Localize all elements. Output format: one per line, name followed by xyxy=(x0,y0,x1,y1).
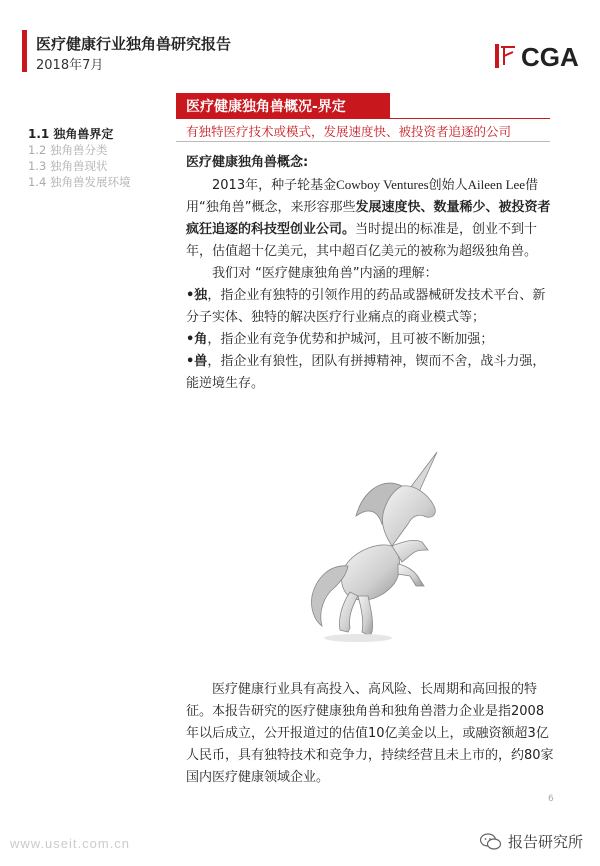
report-date: 2018年7月 xyxy=(36,58,104,73)
section-divider xyxy=(176,118,550,119)
nav-item-classification[interactable]: 1.2 独角兽分类 xyxy=(28,143,108,157)
p1-fund-name: Cowboy Ventures xyxy=(336,177,429,192)
wechat-icon xyxy=(480,833,502,851)
wechat-badge xyxy=(478,827,594,855)
bullet-shou-key: •兽 xyxy=(186,354,208,369)
bullet-du-text: ，指企业有独特的引领作用的药品或器械研发技术平台、新分子实体、独特的解决医疗行业痛点的商业模式等； xyxy=(186,288,546,325)
unicorn-illustration xyxy=(252,446,544,646)
p1-text-c: 创始人 xyxy=(428,178,468,193)
logo-text: CGA xyxy=(521,42,579,72)
p1-text-f: 当时提出的标准是，创业不到十年，估值超十亿美元，其中超百亿美元的被称为超级独角兽。 xyxy=(186,222,538,259)
industry-paragraph: 医疗健康行业具有高投入、高风险、长周期和高回报的特征。本报告研究的医疗健康独角兽和独角兽潜力企业是指2008年以后成立，公开报道过的估值10亿美金以上，或融资额超3亿人民币，具有独特技术和竞争力，持续经营且未上市的，约80家国内医疗健康领域企业。 xyxy=(186,682,554,785)
page-number: 6 xyxy=(548,794,554,804)
p1-text-a: 2013年，种子轮基金 xyxy=(212,178,337,193)
understanding-intro: 我们对 “医疗健康独角兽”内涵的理解： xyxy=(212,266,438,281)
cga-logo-mark-icon xyxy=(495,44,517,68)
section-subtitle: 有独特医疗技术或模式，发展速度快、被投资者追逐的公司 xyxy=(186,124,512,139)
concept-paragraph xyxy=(186,174,556,263)
bullet-jiao-text: ，指企业有竞争优势和护城河，且可被不断加强； xyxy=(207,332,494,347)
nav-item-definition[interactable]: 1.1 独角兽界定 xyxy=(28,127,114,141)
p1-person-name: Aileen Lee xyxy=(467,177,526,192)
p1-text-e: 借用“独角兽”概念，来形容那些 xyxy=(186,178,539,215)
bullet-jiao-key: •角 xyxy=(186,332,208,347)
nav-item-environment[interactable]: 1.4 独角兽发展环境 xyxy=(28,175,131,189)
concept-heading: 医疗健康独角兽概念: xyxy=(186,155,309,170)
wechat-account-name: 报告研究所 xyxy=(508,833,584,851)
section-title: 医疗健康独角兽概况-界定 xyxy=(186,99,346,115)
nav-item-status[interactable]: 1.3 独角兽现状 xyxy=(28,159,108,173)
header-accent-bar xyxy=(22,30,27,72)
bullet-jiao xyxy=(186,329,556,351)
bullet-shou-text: ，指企业有狼性，团队有拼搏精神，锲而不舍，战斗力强，能逆境生存。 xyxy=(186,354,546,391)
report-title: 医疗健康行业独角兽研究报告 xyxy=(36,35,232,53)
source-watermark: www.useit.com.cn xyxy=(10,836,131,851)
side-nav xyxy=(28,126,178,190)
bullet-du-key: •独 xyxy=(186,288,208,303)
cga-logo xyxy=(495,40,579,72)
p1-bold-text: 发展速度快、数量稀少、被投资者疯狂追逐的科技型创业公司。 xyxy=(186,200,551,237)
bullet-shou xyxy=(186,351,556,395)
industry-paragraph-block xyxy=(186,679,556,789)
main-content xyxy=(186,152,556,395)
subtitle-divider xyxy=(176,141,550,142)
bullet-du xyxy=(186,285,556,329)
